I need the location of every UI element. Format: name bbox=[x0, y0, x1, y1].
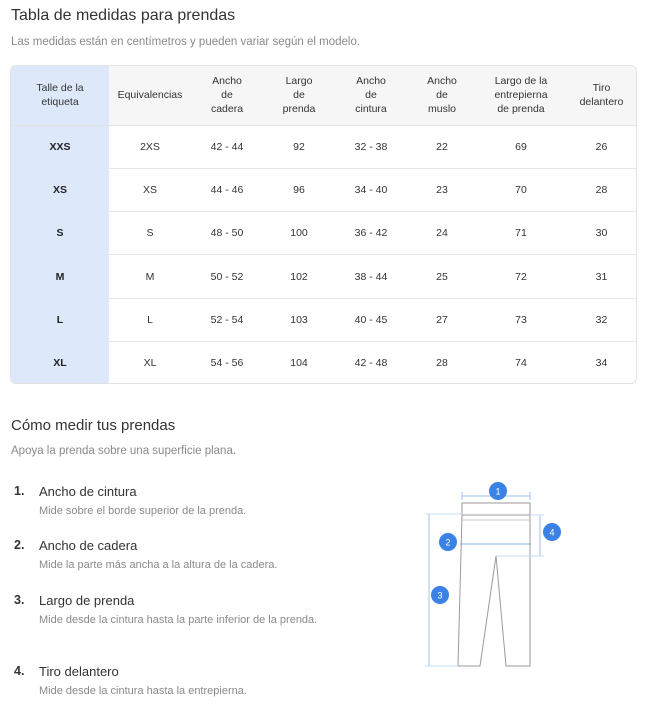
column-header: Tiro delantero bbox=[565, 66, 637, 125]
size-label-cell: XXS bbox=[11, 125, 109, 168]
table-cell: M bbox=[109, 255, 191, 298]
table-row bbox=[11, 298, 637, 341]
table-row bbox=[11, 255, 637, 298]
table-cell: 74 bbox=[515, 357, 527, 370]
table-row bbox=[11, 212, 637, 255]
table-cell: 31 bbox=[565, 255, 637, 298]
marker-2 bbox=[439, 533, 457, 551]
step-description: Mide sobre el borde superior de la prenda. bbox=[39, 505, 247, 517]
table-cell: 34 bbox=[595, 357, 608, 370]
table-cell: 54 - 56 bbox=[210, 357, 244, 370]
column-header: Largo de la entrepierna de prenda bbox=[477, 66, 565, 125]
table-cell: S bbox=[109, 212, 191, 255]
step-title: Ancho de cintura bbox=[39, 484, 137, 499]
page-subtitle: Las medidas están en centímetros y pueden variar según el modelo. bbox=[11, 36, 361, 48]
howto-title: Cómo medir tus prendas bbox=[11, 417, 176, 434]
table-cell: 2XS bbox=[109, 125, 191, 168]
step-title: Largo de prenda bbox=[39, 593, 135, 608]
table-cell: 102 bbox=[263, 255, 335, 298]
step-description: Mide desde la cintura hasta la entrepierna. bbox=[39, 685, 247, 697]
column-header: Equivalencias bbox=[109, 66, 191, 125]
table-cell: 40 - 45 bbox=[335, 298, 407, 341]
table-cell: 25 bbox=[407, 255, 477, 298]
table-cell: 104 bbox=[290, 357, 308, 370]
table-cell: 26 bbox=[565, 125, 637, 168]
pants-icon bbox=[420, 476, 570, 676]
marker-4 bbox=[543, 523, 561, 541]
table-cell: XL bbox=[143, 357, 157, 370]
table-cell: 50 - 52 bbox=[191, 255, 263, 298]
table-row bbox=[11, 168, 637, 211]
table-cell: 72 bbox=[477, 255, 565, 298]
size-table bbox=[10, 65, 637, 384]
pants-diagram bbox=[420, 476, 570, 676]
size-label-cell: S bbox=[11, 212, 109, 255]
size-label-cell: XS bbox=[11, 168, 109, 211]
column-header: Ancho de muslo bbox=[407, 66, 477, 125]
table-cell: 32 bbox=[565, 298, 637, 341]
step-title: Tiro delantero bbox=[39, 664, 119, 679]
marker-label: 3 bbox=[437, 590, 443, 601]
table-cell: 96 bbox=[263, 168, 335, 211]
marker-label: 1 bbox=[495, 486, 501, 497]
table-cell: 42 - 48 bbox=[354, 357, 388, 370]
column-header: Talle de la etiqueta bbox=[11, 66, 109, 125]
table-cell: 52 - 54 bbox=[191, 298, 263, 341]
step-number: 4. bbox=[14, 664, 25, 678]
table-cell: 30 bbox=[565, 212, 637, 255]
table-cell: 34 - 40 bbox=[335, 168, 407, 211]
column-header: Ancho de cintura bbox=[335, 66, 407, 125]
table-cell: 69 bbox=[477, 125, 565, 168]
table-row bbox=[11, 341, 637, 384]
table-cell: 48 - 50 bbox=[191, 212, 263, 255]
marker-label: 2 bbox=[445, 537, 451, 548]
size-label-cell: XL bbox=[11, 341, 109, 384]
step-number: 2. bbox=[14, 538, 25, 552]
step-number: 3. bbox=[14, 593, 25, 607]
step-description: Mide desde la cintura hasta la parte inferior de la prenda. bbox=[39, 614, 318, 626]
marker-label: 4 bbox=[549, 527, 555, 538]
size-label-cell: M bbox=[11, 255, 109, 298]
table-cell: 42 - 44 bbox=[191, 125, 263, 168]
table-cell: 38 - 44 bbox=[335, 255, 407, 298]
table-cell: 44 - 46 bbox=[191, 168, 263, 211]
table-cell: 100 bbox=[263, 212, 335, 255]
table-cell: 36 - 42 bbox=[335, 212, 407, 255]
table-cell: 92 bbox=[263, 125, 335, 168]
table-cell: 22 bbox=[407, 125, 477, 168]
table-cell: 28 bbox=[436, 357, 448, 370]
step-description: Mide la parte más ancha a la altura de la cadera. bbox=[39, 559, 278, 571]
table-row bbox=[11, 125, 637, 168]
column-header: Ancho de cadera bbox=[191, 66, 263, 125]
table-cell: 23 bbox=[407, 168, 477, 211]
table-cell: 103 bbox=[263, 298, 335, 341]
table-cell: 73 bbox=[477, 298, 565, 341]
table-cell: XS bbox=[109, 168, 191, 211]
table-cell: L bbox=[109, 298, 191, 341]
marker-3 bbox=[431, 586, 449, 604]
marker-1 bbox=[489, 482, 507, 500]
step-number: 1. bbox=[14, 484, 25, 498]
table-header-row bbox=[11, 66, 637, 125]
table-cell: 28 bbox=[565, 168, 637, 211]
table-cell: 27 bbox=[407, 298, 477, 341]
table-cell: 32 - 38 bbox=[335, 125, 407, 168]
howto-subtitle: Apoya la prenda sobre una superficie plana. bbox=[11, 445, 237, 457]
size-label-cell: L bbox=[11, 298, 109, 341]
table-cell: 70 bbox=[477, 168, 565, 211]
page-title: Tabla de medidas para prendas bbox=[11, 7, 236, 24]
column-header: Largo de prenda bbox=[263, 66, 335, 125]
step-title: Ancho de cadera bbox=[39, 538, 138, 553]
table-cell: 71 bbox=[477, 212, 565, 255]
table-cell: 24 bbox=[407, 212, 477, 255]
